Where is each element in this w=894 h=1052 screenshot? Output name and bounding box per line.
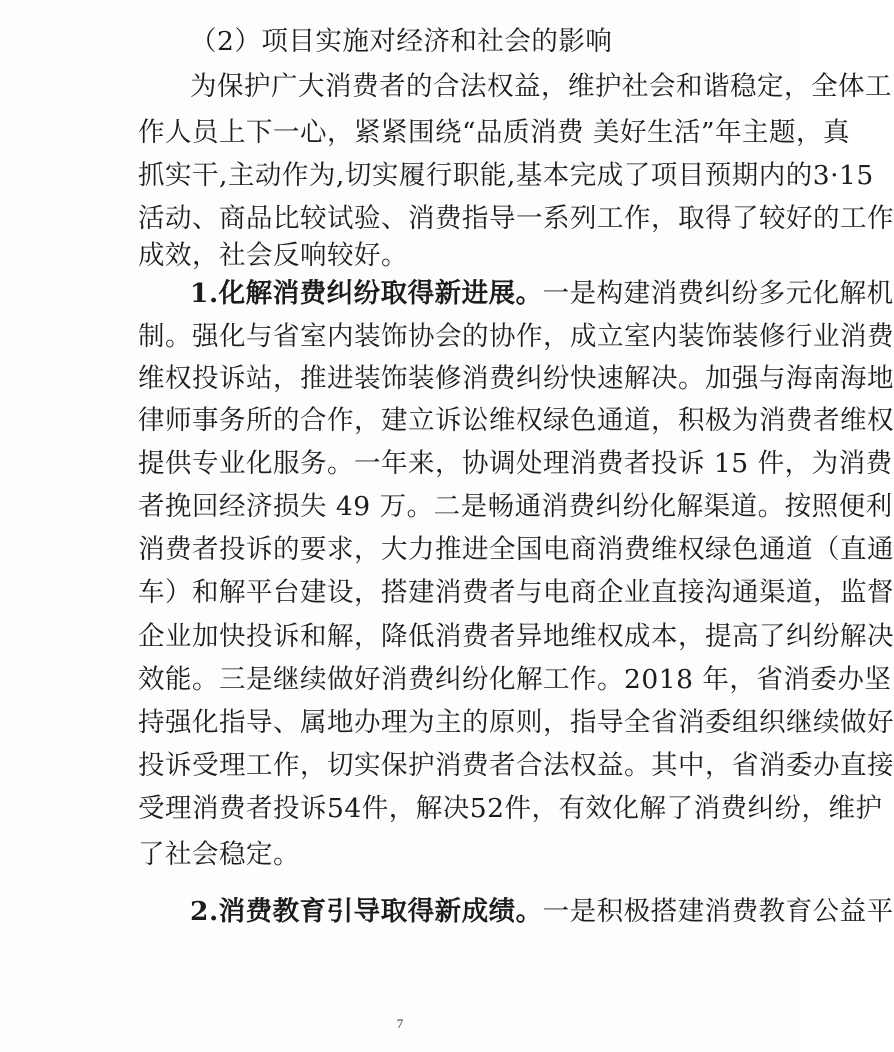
paragraph-text: 一是构建消费纠纷多元化解机 <box>542 278 894 309</box>
paragraph-line: 维权投诉站，推进装饰装修消费纠纷快速解决。加强与海南海地 <box>138 363 894 394</box>
paragraph-line: 车）和解平台建设，搭建消费者与电商企业直接沟通渠道，监督 <box>138 577 894 608</box>
paragraph-line: 提供专业化服务。一年来，协调处理消费者投诉 15 件，为消费 <box>138 448 893 479</box>
paragraph-lead-heading: 1.化解消费纠纷取得新进展。 <box>190 278 543 309</box>
page-number: 7 <box>396 1016 404 1031</box>
paragraph-lead-heading: 2.消费教育引导取得新成绩。 <box>190 896 543 927</box>
paragraph-line: 成效，社会反响较好。 <box>138 240 408 271</box>
paragraph-line: 受理消费者投诉54件，解决52件，有效化解了消费纠纷，维护 <box>138 793 883 824</box>
paragraph-line: 消费者投诉的要求，大力推进全国电商消费维权绿色通道（直通 <box>138 534 894 565</box>
section-heading: （2）项目实施对经济和社会的影响 <box>190 26 613 57</box>
paragraph-line: 效能。三是继续做好消费纠纷化解工作。2018 年，省消委办坚 <box>138 664 892 695</box>
paragraph-line: 作人员上下一心，紧紧围绕“品质消费 美好生活”年主题，真 <box>138 117 851 148</box>
paragraph-line: 持强化指导、属地办理为主的原则，指导全省消委组织继续做好 <box>138 707 894 738</box>
paragraph-line: 活动、商品比较试验、消费指导一系列工作，取得了较好的工作 <box>138 203 894 234</box>
paragraph-line: 制。强化与省室内装饰协会的协作，成立室内装饰装修行业消费 <box>138 321 894 352</box>
paragraph-consumer-education-first-line <box>190 892 894 932</box>
paragraph-line: 者挽回经济损失 49 万。二是畅通消费纠纷化解渠道。按照便利 <box>138 491 893 522</box>
paragraph-line: 律师事务所的合作，建立诉讼维权绿色通道，积极为消费者维权 <box>138 405 894 436</box>
paragraph-line: 投诉受理工作，切实保护消费者合法权益。其中，省消委办直接 <box>138 750 894 781</box>
paragraph-dispute-resolution-first-line <box>190 274 894 314</box>
paragraph-text: 一是积极搭建消费教育公益平 <box>542 896 894 927</box>
paragraph-line: 抓实干,主动作为,切实履行职能,基本完成了项目预期内的3·15 <box>138 160 874 191</box>
paragraph-line: 企业加快投诉和解，降低消费者异地维权成本，提高了纠纷解决 <box>138 621 894 652</box>
paragraph-line: 为保护广大消费者的合法权益，维护社会和谐稳定，全体工 <box>190 71 892 102</box>
paragraph-line: 了社会稳定。 <box>138 839 300 870</box>
